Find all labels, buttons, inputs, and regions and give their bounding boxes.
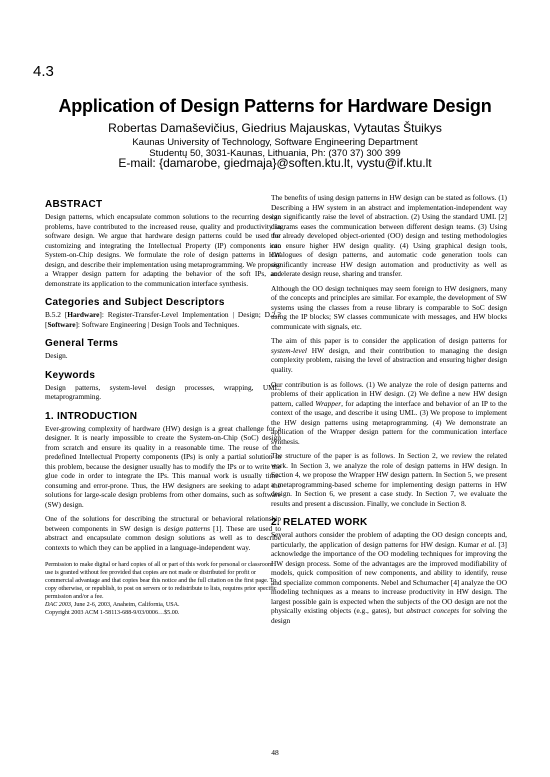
conference-venue: DAC 2003, June 2-6, 2003, Anaheim, California, USA.	[45, 601, 180, 608]
affiliation-line-2: Studentų 50, 3031-Kaunas, Lithuania, Ph: (370 37) 300 399	[149, 148, 401, 159]
page-number: 48	[271, 748, 279, 757]
aim-paragraph: The aim of this paper is to consider the application of design patterns for system-level HW design, and their contribution to managing the design complexity problem, raising the level of abstraction and ensuring higher design quality.	[271, 336, 507, 374]
categories-heading: Categories and Subject Descriptors	[45, 297, 225, 308]
authors: Robertas Damaševičius, Giedrius Majauskas, Vytautas Štuikys	[108, 121, 442, 135]
contribution-paragraph: Our contribution is as follows. (1) We analyze the role of design patterns and problems of their application in HW design. (2) We define a new HW design pattern, called Wrapper, for adapting the interface and behavior of an IP to the context of the usage, and describe it using UML. (3) We propose to implement the HW design patterns using metaprogramming. (4) We demonstrate an application of the Wrapper design pattern for the communication interface synthesis.	[271, 379, 507, 446]
related-work-heading: 2. RELATED WORK	[271, 517, 368, 529]
oo-techniques-paragraph: Although the OO design techniques may seem foreign to HW designers, many of the concepts and principles are similar. For example, the development of SW systems using the classes from a reuse library is comparable to SoC design using the IP blocks; SW classes communicate with messages, and HW blocks communicate with signals, etc.	[271, 283, 507, 331]
keywords-text: Design patterns, system-level design processes, wrapping, UML, metaprogramming.	[45, 382, 281, 401]
general-terms-text: Design.	[45, 351, 68, 360]
structure-paragraph: The structure of the paper is as follows. In Section 2, we review the related work. In Section 3, we analyze the role of design patterns in HW design. In Section 4, we propose the Wrapper HW design pattern. In Section 5, we present a metaprogramming-based scheme for implementing design patterns in HW design. In Section 6, we present a case study. In Section 7, we evaluate the results and present a discussion. Finally, we conclude in Section 8.	[271, 451, 507, 508]
right-column	[271, 193, 507, 630]
affiliation-line-1: Kaunas University of Technology, Software Engineering Department	[132, 137, 418, 148]
section-number: 4.3	[33, 63, 54, 80]
categories-text: B.5.2 [Hardware]: Register-Transfer-Level Implementation | Design; D.2.2 [Software]: Software Engineering | Design Tools and Techniques.	[45, 310, 281, 329]
benefits-paragraph: The benefits of using design patterns in HW design can be stated as follows. (1) Describing a HW system in an abstract and implementation-independent way can significantly raise the level of abstraction. (2) Using the standard UML [2] diagrams eases the communication between different design teams. (3) Using the already developed object-oriented (OO) design and testing methodologies can ensure higher HW design quality. (4) Using graphical design tools, catalogues of design patterns, and automatic code generation tools can significantly increase HW design automation and productivity as well as accelerate design reuse, sharing and transfer.	[271, 193, 507, 278]
introduction-heading: 1. INTRODUCTION	[45, 410, 138, 422]
related-work-paragraph: Several authors consider the problem of adapting the OO design concepts and, particularly, the application of design patterns for HW design. Kumar et al. [3] acknowledge the importance of the OO modeling techniques for improving the HW design process. Some of the advantages are the improved modifiability of models, quick composition of new components, and ability to identify, reuse and specialize common components. Nebel and Schumacher [4] analyze the OO modeling techniques as a means to increase productivity in HW design. The largest possible gain is expected when the subjects of the OO design are not the physically existing objects (e.g., gates), but abstract concepts for solving the design	[271, 530, 507, 625]
paper-title: Application of Design Patterns for Hardware Design	[58, 96, 492, 116]
permission-text: Permission to make digital or hard copies of all or part of this work for personal or classroom use is granted without fee provided that copies are not made or distributed for profit or commercial advantage and that copies bear this notice and the full citation on the first page. To copy otherwise, or republish, to post on servers or to redistribute to lists, requires prior specific permission and/or a fee.	[45, 562, 277, 600]
abstract-heading: ABSTRACT	[45, 199, 103, 210]
email-line: E-mail: {damarobe, giedmaja}@soften.ktu.lt, vystu@if.ktu.lt	[118, 156, 432, 170]
introduction-paragraph-1: Ever-growing complexity of hardware (HW) design is a great challenge for a designer. It is nearly impossible to create the System-on-Chip (SoC) design from scratch and ensure its quality in a reasonable time. The reuse of the predefined Intellectual Property components (IPs) is only a partial solution to this problem, because the designer usually has to modify the IPs or to write the glue code in order to integrate the IPs. This manual work is usually time-consuming and error-prone. Thus, the HW designers are seeking to adapt the solutions for large-scale design problems from other domains, such as software (SW) design.	[45, 423, 281, 509]
keywords-heading: Keywords	[45, 369, 96, 381]
general-terms-heading: General Terms	[45, 338, 119, 349]
permission-notice	[45, 562, 281, 617]
abstract-text: Design patterns, which encapsulate common solutions to the recurring design problems, have contributed to the increased reuse, quality and productivity in software design. We argue that hardware design patterns could be used for customizing and integrating the Intellectual Property (IP) components into System-on-Chip designs. We formulate the role of design patterns in HW design, and describe their implementation using metaprogramming. We propose a Wrapper design pattern for adapting the behavior of the soft IPs, and demonstrate its application to the communication interface synthesis.	[45, 212, 281, 288]
copyright-line: Copyright 2003 ACM 1-58113-688-9/03/0006…$5.00.	[45, 609, 180, 616]
introduction-paragraph-2: One of the solutions for describing the structural or behavioral relationship between components in SW design is design patterns [1]. These are used to abstract and encapsulate common design solutions as well as to describe contexts to which they can be applied in a language-independent way.	[45, 514, 281, 552]
left-column	[45, 193, 281, 618]
